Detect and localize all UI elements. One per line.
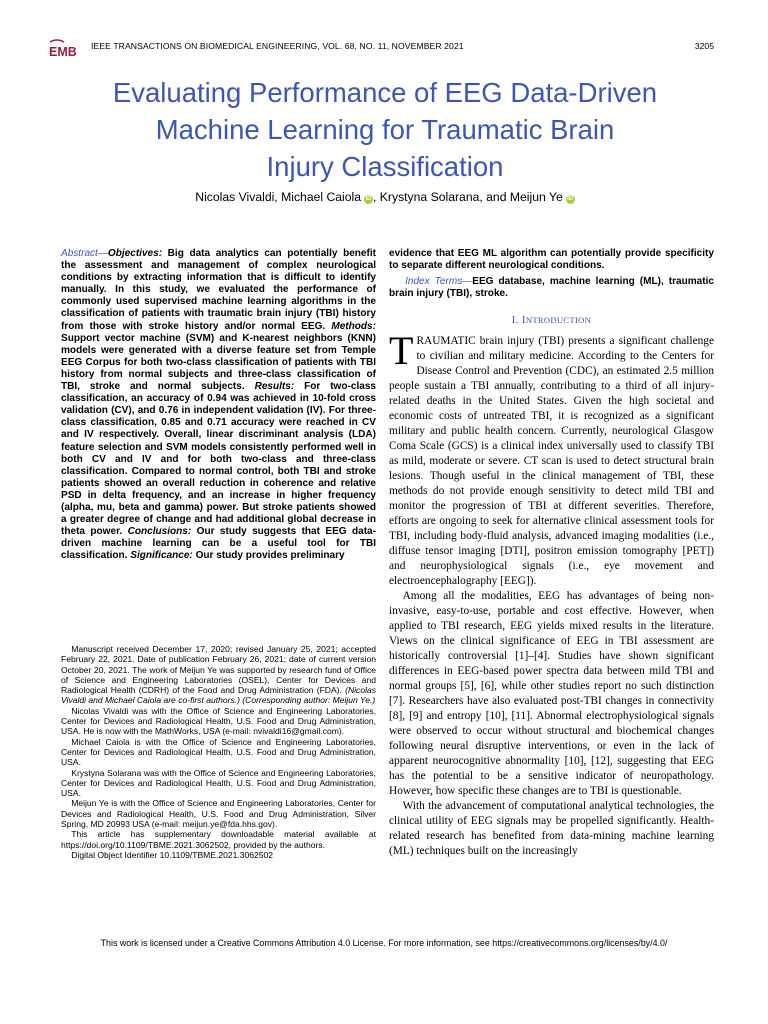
significance-label: Significance:	[130, 550, 193, 562]
introduction-body	[389, 328, 714, 859]
page-number: 3205	[694, 41, 714, 51]
page-header	[48, 38, 714, 60]
conclusions-text: Our study suggests that EEG data-driven machine learning can be a useful tool for TBI classification.	[61, 526, 376, 562]
intro-paragraph	[389, 328, 714, 589]
paper-title	[40, 74, 730, 185]
index-terms	[389, 276, 714, 300]
title-line: Injury Classification	[266, 151, 504, 182]
title-line: Machine Learning for Traumatic Brain	[155, 114, 615, 145]
authors-part1: Nicolas Vivaldi, Michael Caiola	[195, 190, 362, 204]
title-line: Evaluating Performance of EEG Data-Driven	[112, 77, 658, 108]
intro-p1-text: brain injury (TBI) presents a significant challenge to civilian and military medicine. According to the Centers for Disease Control and Prevention (CDC), an estimated 2.5 million people sustain a TBI annually, contributing to a third of all injury-related deaths in the United States. Given the high societal and economic costs of untreated TBI, it is recognized as a significant military and public health concern. Currently, neurological Glasgow Coma Scale (GCS) is a clinical index universally used to classify TBI as mild, moderate or severe. CT scan is used to detect structural brain lesions. Though useful in the clinical management of TBI, these methods do not provide enough sensitivity to detect mild TBI and monitor the progression of TBI at different severities. Therefore, efforts are ongoing to seek for alternative clinical assessment tools for TBI, including body-fluid analysis, advanced imaging modalities (i.e., diffuse tensor imaging [DTI], positron emission tomography [PET]) and neurophysiological signals (i.e., eye movement and electroencephalography [EEG]).	[389, 335, 714, 588]
conclusions-label: Conclusions:	[127, 526, 192, 538]
authors-part2: , Krystyna Solarana, and Meijun Ye	[373, 190, 563, 204]
significance-text: Our study provides preliminary	[192, 550, 345, 562]
dropcap: T	[389, 328, 414, 374]
methods-label: Methods:	[331, 320, 376, 332]
section-title-first: I	[521, 314, 526, 327]
objectives-text: Big data analytics can potentially benefit the assessment and management of complex neurological conditions by extracting information that is difficult to identify manually. In this study, we evaluated the performance of commonly used supervised machine learning algorithms in the classification of patients with traumatic brain injury (TBI) history from those with stroke history and/or normal EEG.	[61, 248, 376, 332]
footnote-received	[61, 644, 376, 706]
intro-paragraph: With the advancement of computational analytical technologies, the clinical utility of EEG signals may be propelled significantly. Health-related research has benefited from data-mining machine learning (ML) techniques built on the increasingly	[389, 800, 714, 858]
author-list	[40, 190, 730, 204]
section-heading	[389, 314, 714, 326]
results-text: For two-class classification, an accuracy of 0.94 was achieved in 10-fold cross validation (CV), and 0.76 in independent validation (IV). For three-class classification, 0.85 and 0.71 accuracy were reached in CV and IV respectively. Overall, linear discriminant analysis (LDA) feature selection and SVM models consistently performed well in both CV and IV and for both two-class and three-class classification. Compared to normal control, both TBI and stroke patients showed an overall reduction in coherence and relative PSD in delta frequency, and an increase in higher frequency (alpha, mu, beta and gamma) power. But stroke patients showed a greater degree of change and had additional global decrease in theta power.	[61, 381, 376, 538]
abstract-continuation: evidence that EEG ML algorithm can potentially provide specificity to separate different neurological conditions.	[389, 248, 714, 272]
objectives-label: Objectives:	[107, 248, 163, 259]
footnote-doi: Digital Object Identifier 10.1109/TBME.2021.3062502	[71, 849, 274, 860]
methods-text: Support vector machine (SVM) and K-nearest neighbors (KNN) models were generated with a diverse feature set from Temple EEG Corpus for both two-class classification of patients with TBI history from normal subjects and three-class classification of TBI, stroke and normal subjects.	[61, 332, 376, 393]
left-column	[61, 248, 376, 562]
footnote-supplementary[interactable]: This article has supplementary downloadable material available at https://doi.org/10.1109/TBME.2021.3062502, provided by the authors.	[61, 829, 376, 850]
index-terms-label: Index Terms—	[405, 276, 473, 288]
orcid-icon[interactable]: iD	[567, 196, 574, 202]
orcid-icon[interactable]: iD	[365, 196, 372, 202]
license-footer: This work is licensed under a Creative Commons Attribution 4.0 License. For more information, see https://creativecommons.org/licenses/by/4.0/	[100, 938, 668, 948]
footnote-caiola: Michael Caiola is with the Office of Science and Engineering Laboratories, Center for Devices and Radiological Health, U.S. Food and Drug Administration, USA.	[61, 736, 376, 768]
footnote-cofirst: (Nicolas Vivaldi and Michael Caiola are co-first authors.) (Corresponding author: Meijun Ye.)	[61, 685, 376, 706]
results-label: Results:	[254, 381, 295, 393]
footnote-ye: Meijun Ye is with the Office of Science and Engineering Laboratories, Center for Devices and Radiological Health, U.S. Food and Drug Administration, Silver Spring, MD 20993 USA (e-mail: meijun.ye@fda.hhs.gov).	[61, 798, 376, 830]
abstract-label: Abstract—	[61, 248, 108, 259]
intro-paragraph: Among all the modalities, EEG has advantages of being non-invasive, easy-to-use, portable and cost effective. However, when applied to TBI research, EEG yields mixed results in the literature. Views on the clinical significance of EEG in TBI assessment are historically controversial [1]–[4]. Studies have shown significant differences in EEG-based power spectra data between mild TBI and normal groups [5], [6], while other studies report no such distinction [7]. Researchers have also evaluated post-TBI changes in connectivity [8], [9] and entropy [10], [11]. Abnormal electrophysiological signals were observed to occur without structural and biochemical changes following neural disruptive interventions, or even in the lack of apparent neurocognitive abnormality [10], [12], suggesting that EEG has the potential to be a sensitive indicator of neuropathology. However, how specific these changes are to TBI is questionable.	[389, 590, 714, 798]
abstract	[61, 248, 376, 562]
section-title-rest: NTRODUCTION	[525, 315, 592, 326]
footnote-vivaldi: Nicolas Vivaldi was with the Office of Science and Engineering Laboratories, Center for Devices and Radiological Health, U.S. Food and Drug Administration, USA. He is now with the MathWorks, USA (e-mail: nvivaldi16@gmail.com).	[61, 705, 376, 737]
section-number: I.	[511, 314, 522, 327]
right-column	[389, 248, 714, 859]
footnote-received-text: Manuscript received December 17, 2020; revised January 25, 2021; accepted February 22, 2021. Date of publication February 26, 2021; date of current version October 20, 2021. The work of Meijun Ye was supported by research fund of Office of Science and Engineering Laboratories (OSEL), Center for Devices and Radiological Health (CDRH) of the Food and Drug Administration (FDA).	[61, 644, 376, 696]
journal-line: IEEE TRANSACTIONS ON BIOMEDICAL ENGINEERING, VOL. 68, NO. 11, NOVEMBER 2021	[91, 41, 464, 51]
intro-caps: RAUMATIC	[416, 335, 476, 348]
index-terms-text: EEG database, machine learning (ML), traumatic brain injury (TBI), stroke.	[389, 276, 714, 300]
emb-logo-text: EMB	[49, 45, 77, 59]
emb-logo-icon	[48, 38, 82, 60]
footnote-solarana: Krystyna Solarana was with the Office of Science and Engineering Laboratories, Center for Devices and Radiological Health, U.S. Food and Drug Administration, USA.	[61, 767, 376, 799]
footnotes	[61, 644, 376, 860]
